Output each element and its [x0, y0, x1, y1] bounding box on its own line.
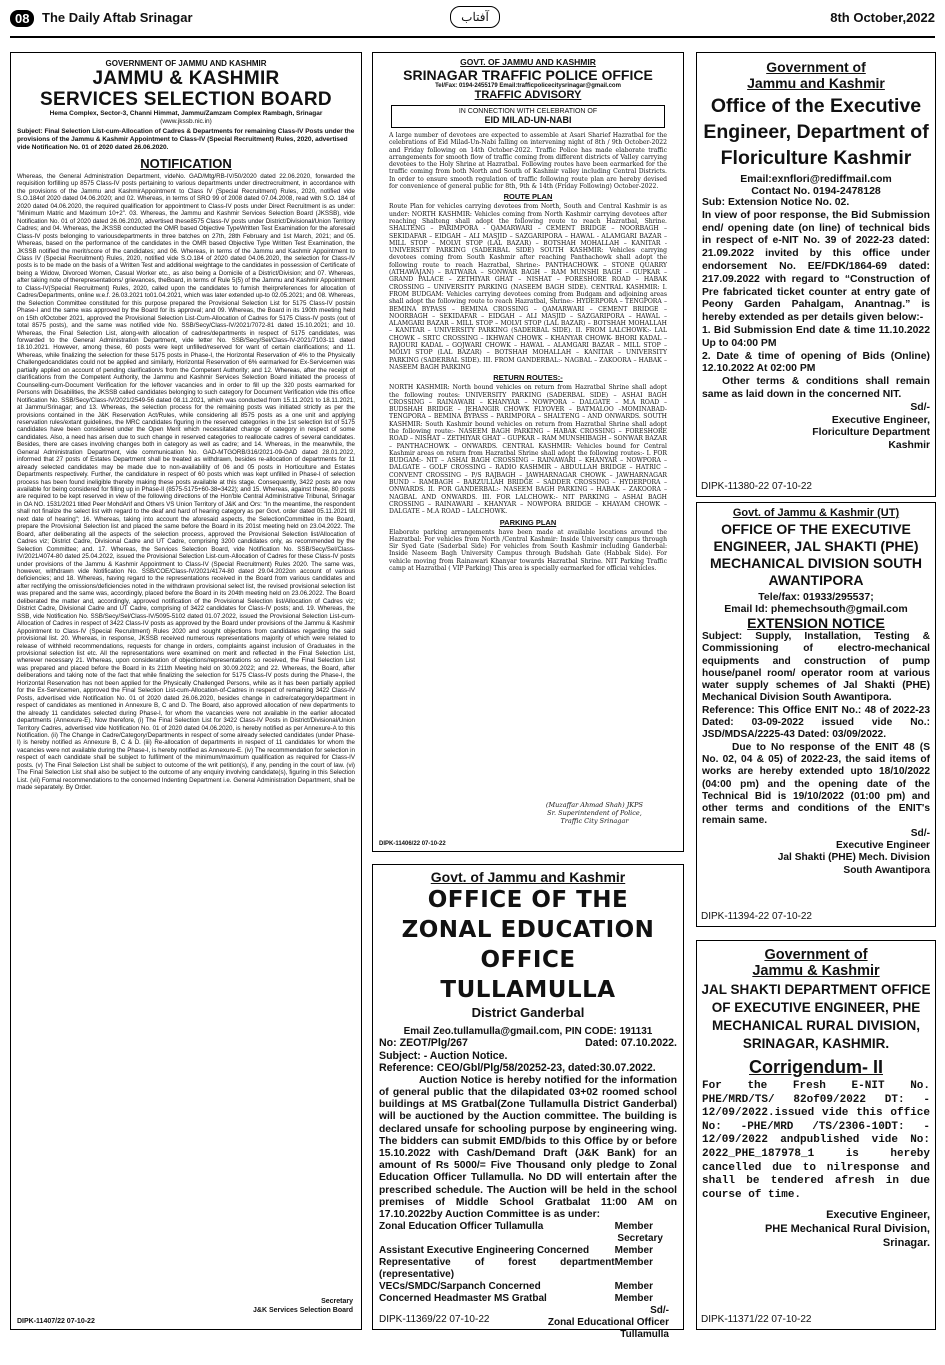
traffic-govt: GOVT. OF JAMMU AND KASHMIR — [460, 57, 596, 67]
committee-role: Member — [614, 1245, 653, 1257]
zonal-district: District Ganderbal — [471, 1005, 585, 1020]
phe-sign-1: Executive Engineer — [836, 840, 930, 852]
dipk-number: DIPK-11394-22 07-10-22 — [701, 911, 812, 922]
committee-role: Member — [614, 1293, 653, 1305]
board-website: (www.jkssb.nic.in) — [160, 118, 212, 125]
rural-body: For the Fresh E-NIT No. PHE/MRD/TS/ 82of09/2022 DT: - 12/09/2022.issued vide this office No: -PHE/MRD /TS/2306-10DT: - 12/09/2022 andpublished vide No: 2022_PHE_187978_1 is hereby cancelled due to nilresponse and shall be tendered afresh in due course of time. — [702, 1080, 930, 1201]
sp-name: (Muzaffar Ahmad Shah) JKPS — [545, 801, 643, 809]
page-number: 08 — [10, 10, 34, 27]
signatory-org: J&K Services Selection Board — [253, 1307, 353, 1314]
rural-heading: Corrigendum- II — [749, 1057, 883, 1077]
signatory-title: Secretary — [321, 1298, 353, 1305]
zonal-date: Dated: 07.10.2022. — [585, 1037, 677, 1049]
board-title-1: JAMMU & KASHMIR — [92, 68, 280, 89]
flori-contact: Contact No. 0194-2478128 — [751, 185, 881, 197]
committee-role: Member — [614, 1221, 653, 1233]
flori-sign-2: Floriculture Department — [812, 427, 930, 439]
dipk-number: DIPK-11369/22 07-10-22 — [379, 1314, 490, 1325]
zonal-title-1: OFFICE OF THE — [427, 887, 629, 913]
rural-sign-2: PHE Mechanical Rural Division, — [764, 1223, 930, 1236]
committee-role: Member — [614, 1257, 653, 1269]
rural-title: JAL SHAKTI DEPARTMENT OFFICE OF EXECUTIVE ENGINEER, PHE MECHANICAL RURAL DIVISION, SRINAGAR, KASHMIR. — [701, 982, 931, 1051]
zonal-body: Auction Notice is hereby notified for the information of general public that the dilapidated 03+02 roomed school buildings at MS Gratbal(Zone Tullamulla District Ganderbal) will be auctioned by the Auction committee. The building is declared unsafe for schooling purpose by engineering wing. The bidders can submit EMD/bids to this Office by or before 15.10.2022 with Cash/Demand Draft (J&K Bank) for an amount of Rs 5000/= Five Thousand only pledge to Zonal Education Officer Tullamulla. No DD will entertain after the prescribed schedule. The Auction will be held in the school premises of Middle School Gratbalat 11:00 AM on 17.10.2022by Auction Committee is as under: — [379, 1074, 677, 1221]
sp-title-1: Sr. Superintendent of Police, — [547, 809, 642, 817]
traffic-intro: A large number of devotees are expected to assemble at Asari Sharief Hazratbal for the celebrations of Eid Milad-Un-Nabi falling on intervening night of 8th / 9th October-2022 and Friday following on 14th October-2022. Traffic Police has made elaborate traffic arrangements for smooth flow of traffic coming from different districts of Valley carrying devotees to the Holy Shrine at Hazratbal. Following routes have been earmarked for the traffic coming from both North and South of Kashmir valley including Central Districts. In order to ensure smooth regulation of traffic following route plan are hereby devised for convenience of general public for 8th, 9th & 14th (Friday Following) October-2022. — [389, 132, 667, 191]
traffic-advisory — [372, 52, 684, 852]
phe-govt: Govt. of Jammu & Kashmir (UT) — [732, 507, 900, 519]
committee-name: VECs/SMDC/Sarpanch Concerned — [379, 1281, 541, 1293]
phe-sign-3: South Awantipora — [843, 864, 930, 876]
traffic-contact: Tel/Fax: 0194-2455179 Email:trafficpolicecitysrinagar@gmail.com — [435, 83, 621, 89]
event-connection: IN CONNECTION WITH CELEBRATION OF — [458, 108, 598, 115]
zonal-reference: Reference: CEO/Gbl/Plg/58/20252-23, dated:30.07.2022. — [379, 1062, 656, 1075]
flori-sign-3: Kashmir — [888, 440, 930, 452]
zonal-education-notice — [372, 864, 684, 1341]
phe-heading: EXTENSION NOTICE — [747, 615, 885, 631]
phe-body: Due to No response of the ENIT 48 (S No. 02, 04 & 05) of 2022-23, the said items of works are hereby extended upto 18/10/2022 (04:00 pm) and the opening date of the Technical Bid is 19/10/2022 (01:00 pm) and other terms and conditions of the ENIT's remain same. — [702, 741, 930, 827]
parking-plan-body: Elaborate parking arrangements have been made at available locations around the Hazratbal: For vehicles from North /Central Kashmir: Inside University campus through Sir Syed Gate (Saderbal Side) For vehicles from South Kashmir including Ganderbal: Inside Naseem Bagh University Campus through Budshah Gate (Habbak Side). For vehicle moving from Rainawari Khanyar towards Hazratbal Shrine. NIT Parking Traffic camp at Hazratbal ( VIP Parking) This area is specially earmarked for official vehicles. — [389, 528, 667, 573]
newspaper-logo: آفتاب — [450, 6, 500, 28]
dipk-number: DIPK-11406/22 07-10-22 — [379, 841, 446, 847]
phe-sign-2: Jal Shakti (PHE) Mech. Division — [777, 852, 930, 864]
parking-plan-heading: PARKING PLAN — [499, 517, 557, 527]
phe-reference: Reference: This Office ENIT No.: 48 of 2022-23 Dated: 03-09-2022 issued vide No.: JSD/MDSA/2225-43 Dated: 03/09/2022. — [702, 704, 930, 741]
committee-name: Zonal Education Officer Tullamulla — [379, 1221, 544, 1233]
route-plan-body: Route Plan for vehicles carrying devotees from North, South and Central Kashmir is as under: NORTH KASHMIR: Vehicles coming from North Kashmir carrying devotees after reaching Shalteng shall adopt the following route to reach Hazratbal, Shrine. SHALTENG – PARIMPORA - QAMARWARI – CEMENT BRIDGE – NOORBAGH – SEKIDAFAR – EIDGAH – ALI MASJID – SAZGARIPORA – HAWAL - ALAMGARI BAZAR – MILL STOP – MOLVI STOP (LAL BAZAR) – BOTSHAH MOHALLAH – KANITAR - UNIVERSITY PARKING (SADERBAL SIDE) SOUTH KASHMIR: Vehicles carrying devotees coming from South Kashmir after reaching Panthachowk shall adopt the following route to reach Hazratbal, Shrine:- PANTHACHOWK – STONE QUARRY (ATHAWAJAN) – BATWARA – SONWAR BAGH – RAM MUNSHI BAGH – GUPKAR – GRAND PALACE – ZETHIYAR GHAT – NISHAT – FORESHORE ROAD – HABAK CROSSING – UNIVERSITY PARKING (NASEEM BAGH SIDE). CENTRAL KASHMIR: I. FROM BUDGAM: Vehicles carrying devotees coming from Budgam and adjoining areas shall adopt the following route to reach Hazratbal, Shrine:- HYDERPORA – TENGPORA – BEMINA BYPASS – BEMINA CROSSING – QAMARWARI – CEMENT BRIDGE – NOORBAGH – SEKIDAFAR – EIDGAH – ALI MASJID – SAZGARIPORA – HAWAL – ALAMGARI BAZAR – MILL STOP – MOLVI STOP (LAL BAZAR) – BOTSHAH MOHALLAH – KANITAR – UNIVERSITY PARKING (SADERBAL SIDE). II. FROM LALCHOWK:- LAL CHOWK – SRTC CROSSING – IKHWAN CHOWK – KHANYAR CHOWK- BHORI KADAL – RAJOURI KADAL – GOJWARI CHOWK – HAWAL – ALAMGARI BAZAR – MILL STOP – MOLVI STOP (LAL BAZAR) – BOTSHAH MOHALLAH – KANITAR – UNIVERSITY PARKING (SADERBAL SIDE). III. FROM GANDERBAL:- NAGBAL – ZAKOORA – HABAK – NASEEM BAGH PARKING — [389, 203, 667, 371]
phe-title: OFFICE OF THE EXECUTIVE ENGINEER, JAL SHAKTI (PHE) MECHANICAL DIVISION SOUTH AWANTIPORA — [709, 521, 923, 588]
committee-name: Assistant Executive Engineering Concerned — [379, 1245, 590, 1257]
flori-sign-1: Executive Engineer, — [831, 414, 930, 426]
floriculture-notice — [696, 52, 936, 497]
committee-list — [373, 1221, 683, 1305]
return-routes-heading: RETURN ROUTES:- — [493, 373, 563, 383]
rural-govt-2: Jammu & Kashmir — [752, 963, 880, 979]
flori-item-2: 2. Date & time of opening of Bids (Online) 12.10.2022 At 02:00 PM — [702, 350, 930, 375]
board-address: Hema Complex, Sector-3, Channi Himmat, Jammu/Zamzam Complex Rambagh, Srinagar — [49, 110, 323, 117]
zonal-sd: Sd/- — [650, 1305, 669, 1317]
rural-sign-3: Srinagar. — [882, 1237, 930, 1250]
board-title-2: SERVICES SELECTION BOARD — [40, 89, 332, 110]
committee-name: Representative of forest department (representative) — [379, 1257, 615, 1281]
phe-rural-corrigendum — [696, 940, 936, 1330]
issue-date: 8th October,2022 — [830, 10, 935, 25]
sp-title-2: Traffic City Srinagar — [560, 817, 629, 825]
committee-role: Secretary — [617, 1233, 663, 1245]
dipk-number: DIPK-11407/22 07-10-22 — [17, 1318, 95, 1325]
flori-item-1: 1. Bid Submission End date & time 11.10.2022 Up to 04:00 PM — [702, 324, 930, 349]
zonal-title-2: ZONAL EDUCATION OFFICE — [401, 917, 655, 973]
rural-govt-1: Government of — [764, 947, 868, 963]
rural-sign-1: Executive Engineer, — [826, 1209, 930, 1222]
govt-line: GOVERNMENT OF JAMMU AND KASHMIR — [105, 59, 267, 68]
committee-name: Concerned Headmaster MS Gratbal — [379, 1293, 547, 1305]
flori-govt-1: Government of — [766, 59, 866, 75]
flori-sub: Sub: Extension Notice No. 02. — [702, 197, 850, 208]
phe-subject: Subject: Supply, Installation, Testing & Commissioning of electro-mechanical equipments and construction of pump house/panel room/ operator room at various water supply schemes of Jal Shakti (PHE) Mechanical Division South Awantipora. — [702, 631, 930, 704]
flori-body: In view of poor response, the Bid Submission end/ opening date (on line) of technical bids in respect of e-NIT No. 39 of 2022-23 dated: 21.09.2022 invited by this office under endorsement No. EE/FDK/1864-69 dated: 217.09.2022 with regard to “Construction of Pre fabricated ticket counter at entry gate of Peony Garden Pahalgam, Anantnag.” is hereby extended as per details given below:- — [702, 209, 930, 324]
traffic-advisory-heading: TRAFFIC ADVISORY — [474, 89, 582, 101]
dipk-number: DIPK-11371/22 07-10-22 — [701, 1314, 812, 1325]
event-box — [391, 105, 665, 128]
zonal-sign-2: Tullamulla — [620, 1329, 669, 1341]
event-name: EID MILAD-UN-NABI — [484, 115, 572, 125]
notification-body: Whereas, the General Administration Department, videNo. GAD/Mtg/RB-IV/50/2020 dated 22.06.2020, forwarded the requisition forfilling up 8575 Class-IV posts pertaining to various departments under directrecruitment, in accordance with the provisions of the Jammu and KashmirAppointment to Class IV (Special Recruitment) Rules, 2020, notified vide S.O.184of 2020 dated 04.06.2020; and 02. Whereas, in terms of SRO 99 of 2008 dated 07.04.2008, read with S.O. 184 of 2020 dated 04.06.2020, the required qualification for appointment to Class-IV posts under Direct Recruitment is as under: "Minimum Matric and Maximum 10+2". 03. Whereas, the Jammu and Kashmir Services Selection Board (JKSSB), vide Notification No. 01 of 2020 dated 26.06.2020, advertised these8575 Class-IV posts under District/Divisional/Union Territory Cadres; and 04. Whereas, the JKSSB conducted the OMR based Objective TypeWritten Test Examination for the aforesaid Class-IV posts belonging to variousdepartments in three batches on 27th, 28th February and 1st March, 2021; and 05. Whereas, based on the performance of the candidates in the OMR based Objective Type Written Test Examination, the JKSSB notified the merit/score of the candidates; and 06. Whereas, in terms of the Jammu and Kashmir Appointment to Class IV (Special Recruitment) Rules, 2020, notified vide S.O.184 of 2020 dated 04.06.2020, the selection for Class-IV posts is to be made on the basis of a Written Test and additional weightage to the candidates in possession of Certificate of being a Widow, Divorced Women, Casual Worker etc., as also being a Domicile of a District/Division; and 07. Whereas, after taking note of therepresentations/ grievances, theBoard, in terms of Rule 5(5) of the Jammu and Kashmir Appointment to Class-IV(Special Recruitment) Rules, 2020, called upon the candidates to furnish theirpreferences for allocation of Cadres/Departments, online w.e.f. 26.03.2021 to01.04.2021, which was later extended up-to 02.05.2021; and 08. Whereas, the Selection Committee constituted for this purpose prepared the Provisional Selection List for 5175 Class-IV postsin Phase-I and the same was approved by the Board for its approval; and 09. Whereas, the Board in its 190th meeting held on 15th ofOctober 2021, approved the Provisional Selection List-Cum-Allocation of Cadres for 5175 Class-IV posts (out of total 8575 posts), and the same was notified vide No. SSB/Secy/Class-IV/2021/7072-81 dated 15.10.2021; and 10. Whereas, the Final Selection List, along-with allocation of cadres/departments in respect of 5175 candidates, was forwarded to the General Administration Department, vide letter No. SSB/Secy/Sel/Class-IV-2021/7103-11 dated 18.10.2021. However, among these, 60 posts were kept unfilled/reserved for want of certain clarifications; and 11. Whereas, while finalizing the selection for these 5175 posts in Phase-I, the Horizontal Reservation of 4% to the Physically Challengedcandidates could not be applied and similarly, Horizontal Reservation of 6% earmarked for Ex-Servicemen was partially applied on account of pending clarification/s from the Competent Authority; and 12. Whereas, after the receipt of clarifications from the Competent Authority, the Jammu and Kashmir Services Selection Board initiated the process of Counselling-cum-Document Verification for the leftover vacancies and in order to fill up the 320 posts earmarked for Persons with Disabilities, the JKSSB called candidates belonging to such category for Document Verification vide this office Notification No. SSB/Secy/Class-IV/2021/2549-56 dated 08.11.2021, which was conducted from 15.11.2021 to 18.11.2021, at Jammu/Srinagar; and 13. Whereas, the selection process for the remaining posts was initiated strictly as per the provisions contained in the J&K Reservation Act/Rules, while considering all 8575 posts as a one unit and applying reservation rules/extant guidelines, the MRC candidates figuring in the reserved categories in the 1st selection list of 5175 candidates have been considered under the Open Merit which necessitated change of category in respect of some candidates. Also, a need has arisen due to such change in reserved categories to reallocate cadres of several candidates. Besides, there are cases involving changes both in category as well as cadre; and 14. Whereas, in the meanwhile, the General Administration Department, vide communication No. GAD-MTGORB/316/2021-09-GAD dated 28.01.2022, informed that 27 posts of Estates Department shall be treated as withdrawn, besides re-allocation of departments for 11 already selected candidates may be made due to non-availability of 06 and 05 posts in Horticulture and Estates Departments respectively. Further, the candidature in respect of 60 posts which was kept unfilled in Phase-I of selection process has been found ineligible thereby making these posts available at this stage. Consequently, 3422 posts are now available for being considered for filling up in Phase-II (8575-5175+60-38=3422); and 15. Whereas, against these, 80 posts are required to be kept reserved in view of the following directions of the Hon'ble Central Administrative Tribunal, Srinagar in OA NO. 1531/2021 titled Peer MohdArif and Others VS Union Territory of J&K and Ors: "In the meantime, the respondent shall not finalize the select list with regard to the deaf and hard of hearing category as per Govt. order dated 05.11.2021 till next date of hearing"; 16. Whereas, taking into account the aforesaid aspects, the SelectionCommittee in the Board, prepare the Provisional Selection list and placed the same before the Board in its 201st meeting held on 23.04.2022. The Board, after deliberating all the aspects of the selection process, approved the Provisional Selection list/Allocation of Cadres viz; District Cadre, Divisional Cadre and UT Cadre, comprising 3200 candidates only, as recommended by the Selection Committee; and. 17. Whereas, the Services Selection Board, vide Notification No. SSB/Secy/Sel/Class-IV/2021/4074-80 dated 25.04.2022, issued the Provisional Selection List-cum-Allocation of Cadres for these Class-IV posts under provisions of the Jammu & Kashmir Appointment to Class-IV (Special Recruitment) Rules 2020. The same was, however, withdrawn vide Notification No. SSB/COE/Class-IV/2021/4174-80 dated 29.04.2022on account of various deficiencies; and 18. Whereas, having regard to the representations received in the Board from various candidates and after rectifying the omissions/deficiencies noted in the withdrawn provisional select list, the revised provisional selection list was prepared and the same was, accordingly, placed before the Board in its 204th meeting held on 23.06.2022. The Board deliberated the matter and, accordingly, approved notification of the Provisional Selection list/Allocation of Cadres viz; District Cadre, Divisional Cadre and UT Cadre, comprising of 3422 candidates for Class-IV posts; and. 19. Whereas, the SSB, vide Notification No. SSB/Secy/Sel/Class-IV/5095-5102 dated 01.07.2022, issued the Provisional Selection List-cum-Allocation of Cadres in respect of 3422 Class-IV posts as approved by the Board under provisions of the Jammu & Kashmir Appointment to Class-IV (Special Recruitment) Rules 2020 and sought objections from candidates regarding the said provisional list. 20. Whereas, in response, JKSSB received numerous representations majority of which were related to release of withheld recommendations, requests for change in orders, complaints against inclusion of Graduates in the provisional selection list etc. All the representations were examined on merit and reflected in the Final Selection List, wherever necessary 21. Whereas, upon consideration of objections/representations so received, the Final Selection List was prepared and placed before the Board in its 211th Meeting held on 30.09.2022; and 22. Whereas, the Board, after deliberations and taking note of the fact that while finalizing the selection for 5175 Class-IV posts during the Phase-I, the Horizontal Reservation has not been applied for the Physically Challenged Persons, while as it has been partially applied for the Ex-Servicemen, approved the Final Selection List-cum-Allocation-of-Cadres in respect of remaining 3422 Class-IV Posts, advertised vide Notification No. 01 of 2020 dated 26.06.2020, besides change in cadre/category/department in respect of candidates as mentioned in Annexure B, C and D. The Board, also approved allocation of new departments to the already 11 candidates selected during Phase-I, for whom the vacancies were not available in the earlier allocated departments (Annexure-E). Now therefore, (i) The Final Selection List for 3422 Class-IV Posts in District/Divisional/Union Territory Cadres, advertised vide Notification No. 01 of 2020 dated 04.06.2020, is hereby notified as per Annexure-A to this Notification. (ii) The Change in Cadre/Category/Departments in respect of some already selected candidates (under Phase-I) is hereby notified as Annexure B, C & D. (iii) Re-allocation of departments in respect of 11 candidates for whom the vacancies were not available during the Phase-I, is hereby notified as Annexure-E. (iv) The recommendation for selection in respect of each candidate shall be subject to fulfilment of the minimum/maximum qualification as required for Class-IV posts. (v) The Final Selection List shall be subject to outcome of the writ petition(s), if any, pending in the court of law. (vi) The Final Selection List shall also be subject to the outcome of any enquiry involving candidate(s), figuring in this Selection List. (vii) Formal recommendations to the concerned Indenting Department i.e. General Administration Department, shall be made separately. By Order. — [17, 173, 355, 792]
zonal-email: Email Zeo.tullamulla@gmail.com, PIN CODE: 191131 — [403, 1026, 653, 1037]
phe-email: Email Id: phemechsouth@gmail.com — [724, 603, 908, 615]
phe-tel: Tele/fax: 01933/295537; — [758, 591, 874, 603]
flori-email: Email:exnflori@rediffmail.com — [740, 173, 892, 185]
dipk-number: DIPK-11380-22 07-10-22 — [701, 481, 812, 492]
flori-sd: Sd/- — [910, 401, 930, 413]
phe-extension-notice — [696, 502, 936, 927]
notice-subject: Subject: Final Selection List-cum-Allocation of Cadres & Departments for remaining Class-IV Posts under the provisions of the Jammu & Kashmir Appointment to Class-IV (Special Recruitment) Rules, 2020, advertised vide Notification No. 01 of 2020 dated 26.06.2020. — [17, 128, 355, 151]
return-routes-body: NORTH KASHMIR: North bound vehicles on return from Hazratbal Shrine shall adopt the following routes: UNIVERSITY PARKING (SADERBAL SIDE) – ASHAI BAGH CROSSING – RAINAWARI – KHANYAR – NOWPORA – DALGATE – M.A ROAD – BUDSHAH BRIDGE – JEHANGIR CHOWK FLYOVER – BATMALOO –MOMINABAD-TENGPORA – BEMINA BYPASS – PARIMPORA – SHALTENG – AND ONWARDS. SOUTH KASHMIR: South Kashmir bound vehicles on return from Hazratbal Shrine shall adopt the following route:- NASEEM BAGH PARKING – HABAK CROSSING – FORESHORE ROAD – NISHAT – ZETHIYAR GHAT – GUPKAR – RAM MUNSHIBAGH – SONWAR BAZAR – PANTHACHOWK – ONWARDS. CENTRAL KASHMIR: Vehicles bound for Central Kashmir areas on return from Hazratbal Shrine shall adopt the following routes:- I. FOR BUDGAM:- NIT – ASHAI BAGH CROSSING – RAINAWARI – KHANYAR – NOWPORA – DALGATE – GOLF CROSSING – RADIO KASHMIR – ABDULLAH BRIDGE – HATRIC – CONVENT CROSSING – P/S RAJBAGH – JAWHARNAGAR CHOWK – JAWHARNAGAR BUND – RAMBAGH – BARZULLAH BRIDGE – SADDER CROSSING – HYDERPORA – ONWARDS. II. FOR GANDERBAL:- NASEEM BAGH PARKING – HABAK – ZAKOORA – NAGBAL AND ONWARDS. III. FOR LALCHOWK:- NIT PARKING – ASHAI BAGH CROSSING – RAINAWARI – KHANYAR – NOWPORA BRIDGE – KHAYAM CHOWK – DALGATE – M.A ROAD – LALCHOWK. — [389, 384, 667, 516]
flori-note: Other terms & conditions shall remain same as laid down in the concerned NIT. — [702, 376, 930, 400]
notification-heading: NOTIFICATION — [140, 156, 232, 171]
traffic-title: SRINAGAR TRAFFIC POLICE OFFICE — [403, 67, 653, 83]
flori-title: Office of the Executive Engineer, Department of Floriculture Kashmir — [703, 95, 929, 169]
flori-govt-2: Jammu and Kashmir — [747, 75, 885, 91]
route-plan-heading: ROUTE PLAN — [503, 192, 553, 202]
phe-sd: Sd/- — [910, 827, 930, 839]
zonal-govt: Govt. of Jammu and Kashmir — [430, 869, 626, 885]
jkssb-notice — [10, 52, 362, 1330]
zonal-subject: Subject: - Auction Notice. — [379, 1049, 508, 1062]
zonal-ref-no: No: ZEOT/Plg/267 — [379, 1037, 468, 1049]
zonal-title-3: TULLAMULLA — [440, 977, 616, 1003]
paper-name: The Daily Aftab Srinagar — [42, 10, 193, 25]
zonal-sign-1: Zonal Educational Officer — [547, 1317, 669, 1329]
newspaper-header — [10, 6, 935, 38]
committee-role: Member — [614, 1281, 653, 1293]
